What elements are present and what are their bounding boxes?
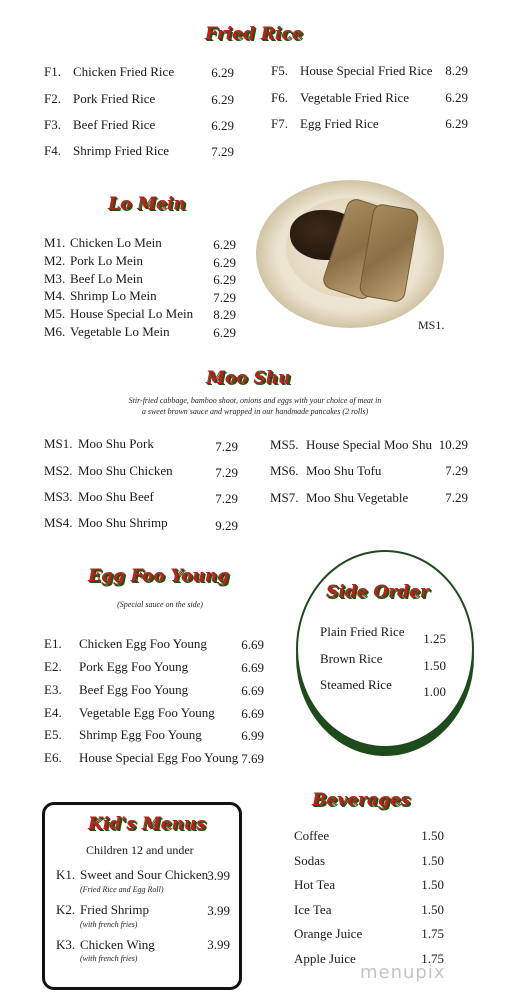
item-name: Vegetable Fried Rice [300,90,410,105]
item-price: 6.99 [241,728,264,743]
item-price: 3.99 [207,937,230,952]
item-code: M5. [44,306,66,321]
item-code: MS6. [270,463,299,478]
item-name: Pork Lo Mein [70,253,143,268]
item-price: 3.99 [207,868,230,883]
item-name: Orange Juice [294,926,363,941]
beverages-heading: Beverages [312,790,411,810]
item-price: 1.25 [423,631,446,646]
item-name: Pork Egg Foo Young [79,659,189,674]
item-name: House Special Egg Foo Young [79,750,239,765]
item-code: K2. [56,902,76,917]
item-price: 7.29 [215,465,238,480]
item-name: Pork Fried Rice [73,91,156,106]
item-name: Shrimp Lo Mein [70,288,157,303]
item-name: Chicken Lo Mein [70,235,162,250]
item-price: 6.69 [241,660,264,675]
item-code: F6. [271,90,288,105]
item-price: 7.29 [445,463,468,478]
item-code: MS5. [270,437,299,452]
item-note: (with french fries) [80,954,138,963]
item-name: Sweet and Sour Chicken [80,867,209,882]
item-price: 1.50 [421,853,444,868]
kids-menu-heading: Kid's Menus [88,814,206,834]
side-order-heading: Side Order [326,582,429,602]
item-name: Brown Rice [320,651,383,666]
item-price: 7.69 [241,751,264,766]
moo-shu-photo [256,180,444,328]
item-price: 3.99 [207,903,230,918]
item-name: Moo Shu Beef [78,489,154,504]
item-code: F2. [44,91,61,106]
side-order-panel [296,550,474,748]
item-code: E1. [44,636,62,651]
item-code: F1. [44,64,61,79]
item-code: M3. [44,271,66,286]
item-name: Moo Shu Pork [78,436,154,451]
item-price: 7.29 [445,490,468,505]
item-name: Steamed Rice [320,677,392,692]
item-name: Beef Fried Rice [73,117,156,132]
item-code: M1. [44,235,66,250]
item-name: Plain Fried Rice [320,624,405,639]
item-name: Hot Tea [294,877,336,892]
item-name: Vegetable Egg Foo Young [79,705,215,720]
kids-menu-subtitle: Children 12 and under [86,843,194,857]
photo-caption: MS1. [418,318,445,332]
item-price: 6.29 [213,237,236,252]
item-price: 8.29 [445,63,468,78]
item-code: MS2. [44,463,73,478]
item-code: F7. [271,116,288,131]
item-price: 7.29 [215,491,238,506]
item-name: Beef Egg Foo Young [79,682,189,697]
item-price: 7.29 [215,439,238,454]
item-name: House Special Lo Mein [70,306,194,321]
item-price: 7.29 [211,144,234,159]
item-price: 6.69 [241,706,264,721]
item-price: 1.50 [421,828,444,843]
item-price: 1.50 [421,877,444,892]
item-name: Chicken Fried Rice [73,64,175,79]
item-price: 1.50 [423,658,446,673]
item-name: Shrimp Fried Rice [73,143,170,158]
item-name: Fried Shrimp [80,902,149,917]
item-price: 6.29 [211,118,234,133]
item-price: 6.29 [211,65,234,80]
item-price: 6.69 [241,683,264,698]
item-price: 9.29 [215,518,238,533]
item-price: 10.29 [438,437,468,452]
item-note: (with french fries) [80,920,138,929]
item-price: 6.29 [445,116,468,131]
item-name: Shrimp Egg Foo Young [79,727,202,742]
item-name: Egg Fried Rice [300,116,379,131]
item-name: Beef Lo Mein [70,271,143,286]
item-price: 7.29 [213,290,236,305]
item-name: Moo Shu Vegetable [306,490,409,505]
item-note: (Fried Rice and Egg Roll) [80,885,164,894]
item-name: Chicken Egg Foo Young [79,636,207,651]
item-code: MS3. [44,489,73,504]
item-name: Sodas [294,853,326,868]
item-price: 6.69 [241,637,264,652]
item-price: 8.29 [213,307,236,322]
item-name: Coffee [294,828,330,843]
item-code: E3. [44,682,62,697]
moo-shu-heading: Moo Shu [206,368,291,388]
item-code: MS7. [270,490,299,505]
item-name: Vegetable Lo Mein [70,324,170,339]
item-name: House Special Fried Rice [300,63,433,78]
item-code: E6. [44,750,62,765]
item-price: 6.29 [445,90,468,105]
item-code: F5. [271,63,288,78]
item-name: Moo Shu Chicken [78,463,173,478]
item-code: MS1. [44,436,73,451]
item-price: 6.29 [211,92,234,107]
menupix-watermark: menupix [360,962,446,983]
item-name: Apple Juice [294,951,356,966]
item-name: House Special Moo Shu [306,437,433,452]
item-code: K1. [56,867,76,882]
item-code: F3. [44,117,61,132]
moo-shu-description: a sweet brown sauce and wrapped in our handmade pancakes (2 rolls) [141,407,369,416]
item-name: Moo Shu Shrimp [78,515,168,530]
item-price: 1.00 [423,684,446,699]
egg-foo-young-heading: Egg Foo Young [88,566,229,586]
item-code: F4. [44,143,61,158]
item-price: 6.29 [213,272,236,287]
item-price: 1.50 [421,902,444,917]
item-code: K3. [56,937,76,952]
item-code: M4. [44,288,66,303]
fried-rice-heading: Fried Rice [205,24,303,44]
item-code: E4. [44,705,62,720]
moo-shu-description: Stir-fried cabbage, bamboo shoot, onions and eggs with your choice of meat in [128,396,382,405]
item-code: MS4. [44,515,73,530]
item-code: M6. [44,324,66,339]
lo-mein-heading: Lo Mein [108,194,186,214]
item-code: M2. [44,253,66,268]
item-price: 6.29 [213,325,236,340]
item-code: E2. [44,659,62,674]
item-name: Ice Tea [294,902,332,917]
item-price: 1.75 [421,951,444,966]
item-code: E5. [44,727,62,742]
item-name: Chicken Wing [80,937,155,952]
item-price: 1.75 [421,926,444,941]
item-price: 6.29 [213,255,236,270]
item-name: Moo Shu Tofu [306,463,382,478]
egg-foo-young-note: (Special sauce on the side) [117,600,203,609]
